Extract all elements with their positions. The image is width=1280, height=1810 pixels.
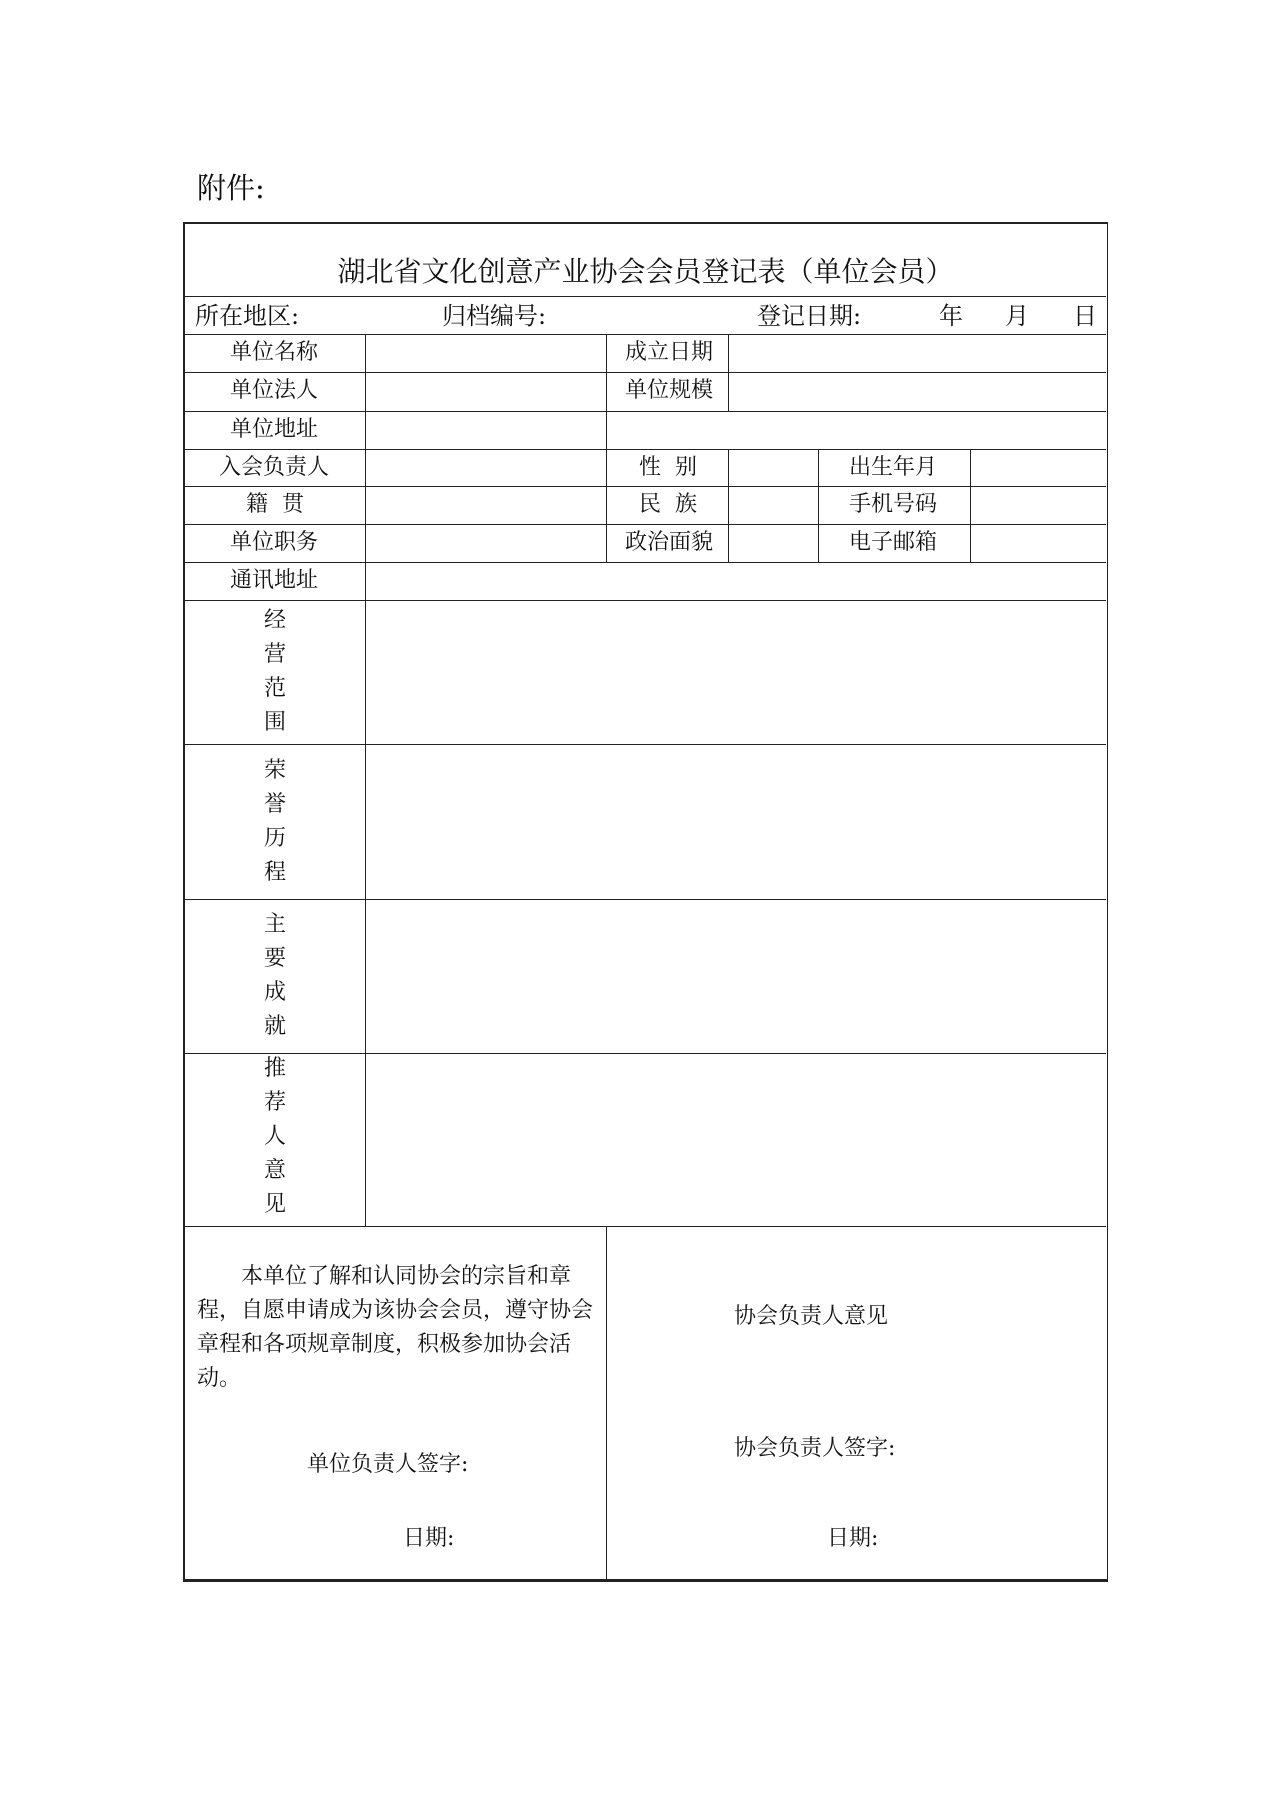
year-label: 年 bbox=[939, 302, 963, 330]
mail-address-label: 通讯地址 bbox=[230, 568, 319, 593]
association-date-label: 日期: bbox=[827, 1526, 879, 1551]
birth-label: 出生年月 bbox=[849, 455, 938, 480]
form-title: 湖北省文化创意产业协会会员登记表（单位会员） bbox=[337, 255, 954, 288]
archive-number-label: 归档编号: bbox=[442, 302, 547, 330]
contact-person-label: 入会负责人 bbox=[219, 455, 330, 480]
honors-label: 荣 誉 历 程 bbox=[263, 758, 286, 885]
registration-form bbox=[183, 222, 1108, 1582]
unit-scale-label: 单位规模 bbox=[625, 378, 714, 403]
founded-date-label: 成立日期 bbox=[625, 340, 714, 365]
association-opinion-label: 协会负责人意见 bbox=[734, 1304, 889, 1329]
mobile-label: 手机号码 bbox=[849, 492, 938, 517]
day-label: 日 bbox=[1073, 302, 1097, 330]
unit-name-label: 单位名称 bbox=[230, 340, 319, 365]
recommender-opinion-label: 推 荐 人 意 见 bbox=[263, 1056, 286, 1217]
ethnicity-label: 民 族 bbox=[639, 492, 697, 517]
business-scope-label: 经 营 范 围 bbox=[263, 608, 286, 735]
association-cell bbox=[606, 1226, 1106, 1582]
registration-date-label: 登记日期: bbox=[757, 302, 862, 330]
email-label: 电子邮箱 bbox=[849, 530, 938, 555]
declaration-cell bbox=[185, 1226, 606, 1582]
region-label: 所在地区: bbox=[195, 302, 300, 330]
achievements-label: 主 要 成 就 bbox=[263, 912, 286, 1039]
unit-address-label: 单位地址 bbox=[230, 417, 319, 442]
legal-person-label: 单位法人 bbox=[230, 378, 319, 403]
association-signature-label: 协会负责人签字: bbox=[734, 1436, 896, 1461]
month-label: 月 bbox=[1005, 302, 1029, 330]
political-status-label: 政治面貌 bbox=[625, 530, 714, 555]
unit-signature-label: 单位负责人签字: bbox=[307, 1452, 469, 1477]
declaration-text: 本单位了解和认同协会的宗旨和章程，自愿申请成为该协会会员，遵守协会章程和各项规章制度，积极参加协会活动。 bbox=[197, 1264, 594, 1391]
unit-date-label: 日期: bbox=[403, 1526, 455, 1551]
native-place-label: 籍 贯 bbox=[246, 492, 304, 517]
attachment-label: 附件: bbox=[197, 171, 265, 205]
position-label: 单位职务 bbox=[230, 530, 319, 555]
gender-label: 性 别 bbox=[639, 455, 697, 480]
